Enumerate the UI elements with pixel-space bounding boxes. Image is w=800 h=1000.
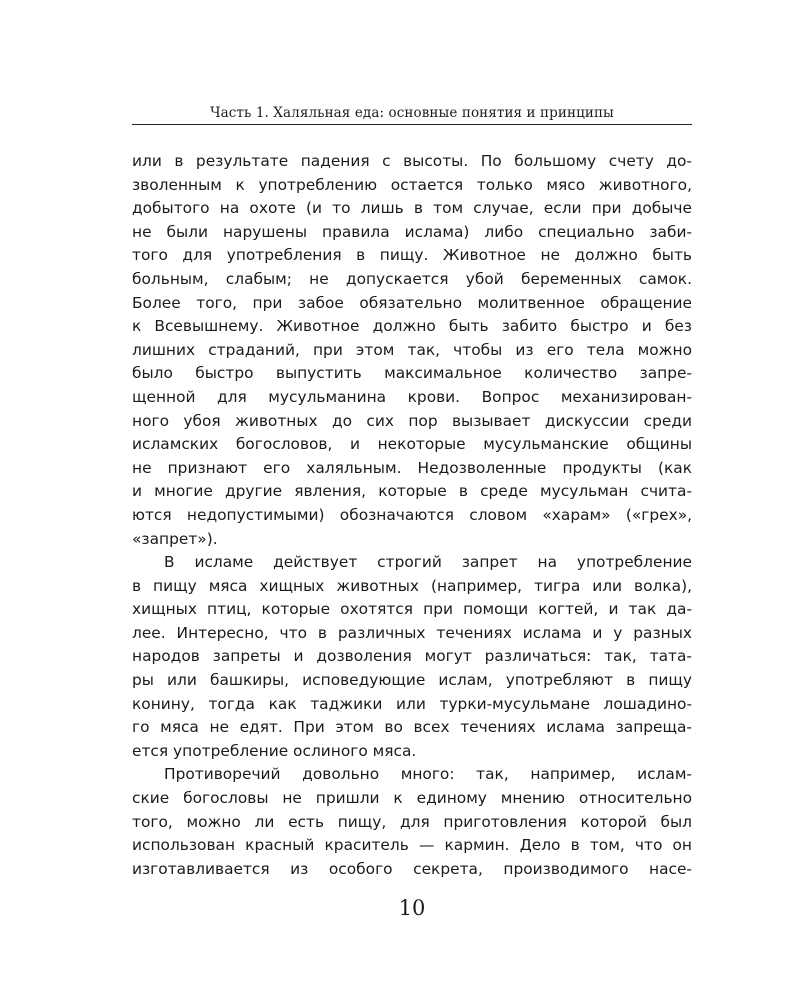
text-line: Более того, при забое обязательно молитвенное обращение [132,293,692,312]
text-line: того для употребления в пищу. Животное не должно быть [132,246,692,265]
text-line: не были нарушены правила ислама) либо специально заби- [132,222,692,241]
text-line: народов запреты и дозволения могут различаться: так, тата- [132,647,692,666]
paragraph-3 [132,763,692,881]
text-line: или в результате падения с высоты. По большому счету до- [132,152,692,170]
text-line: го мяса не едят. При этом во всех течениях ислама запреща- [132,718,692,737]
text-line: ются недопустимыми) обозначаются словом «харам» («грех», [132,505,692,524]
text-line: исламских богословов, и некоторые мусульманские общины [132,435,692,454]
text-line: к Всевышнему. Животное должно быть забито быстро и без [132,317,692,336]
text-line: больным, слабым; не допускается убой беременных самок. [132,269,692,288]
text-line: лишних страданий, при этом так, чтобы из его тела можно [132,340,692,359]
page-number: 10 [398,896,426,920]
text-line: В исламе действует строгий запрет на употребление [164,553,692,572]
text-line: использован красный краситель — кармин. Дело в том, что он [132,836,692,855]
body-text [132,150,692,881]
text-line: щенной для мусульманина крови. Вопрос механизирован- [132,387,692,406]
paragraph-1 [132,150,692,551]
running-head: Часть 1. Халяльная еда: основные понятия и принципы [210,105,614,121]
text-line: хищных птиц, которые охотятся при помощи когтей, и так да- [132,600,692,619]
text-line: было быстро выпустить максимальное количество запре- [132,364,692,383]
text-line: лее. Интересно, что в различных течениях ислама и у разных [132,623,692,642]
text-line: ного убоя животных до сих пор вызывает дискуссии среди [132,411,692,430]
text-line: «запрет»). [132,529,218,548]
header-rule [132,124,692,125]
paragraph-2 [132,551,692,763]
text-line: не признают его халяльным. Недозволенные продукты (как [132,458,692,477]
text-line: Противоречий довольно много: так, например, ислам- [164,765,692,784]
text-line: конину, тогда как таджики или турки-мусульмане лошадино- [132,694,692,713]
text-line: изготавливается из особого секрета, производимого насе- [132,859,692,878]
text-line: добытого на охоте (и то лишь в том случае, если при добыче [132,199,692,218]
text-line: ется употребление ослиного мяса. [132,741,417,760]
text-line: в пищу мяса хищных животных (например, тигра или волка), [132,576,692,595]
text-line: и многие другие явления, которые в среде мусульман счита- [132,482,692,501]
text-line: зволенным к употреблению остается только мясо животного, [132,175,692,194]
text-line: ские богословы не пришли к единому мнению относительно [132,789,692,808]
text-line: ры или башкиры, исповедующие ислам, употребляют в пищу [132,671,692,690]
text-line: того, можно ли есть пищу, для приготовления которой был [132,812,692,831]
